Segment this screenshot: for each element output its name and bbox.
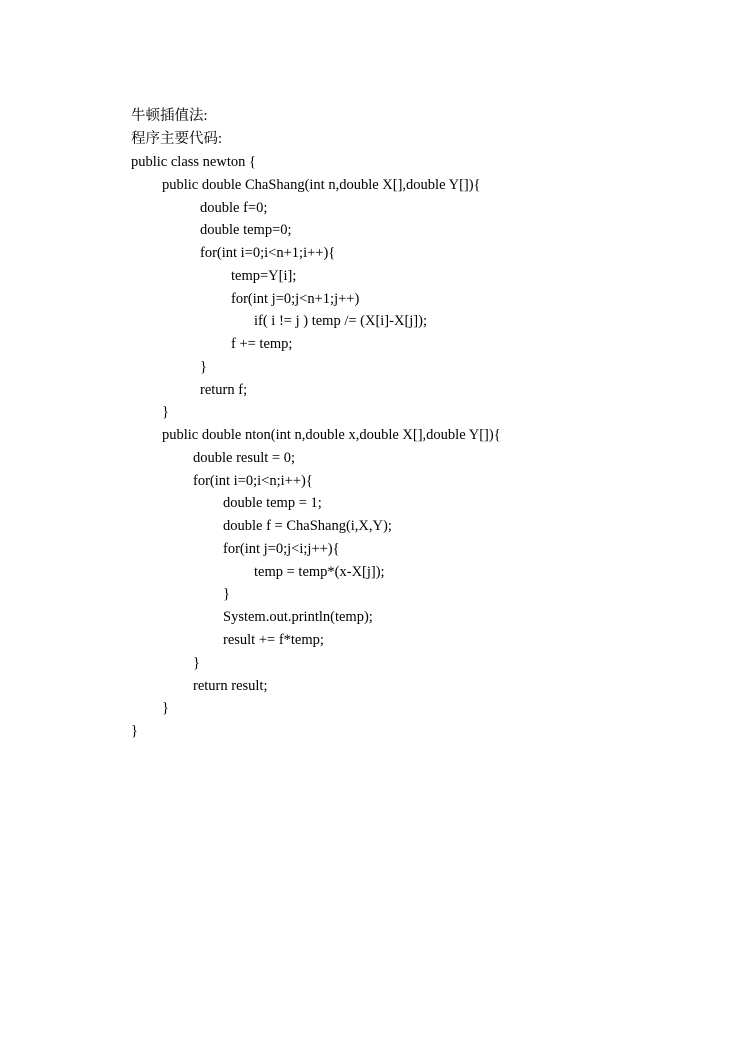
code-line: } — [131, 723, 138, 739]
code-line: public class newton { — [131, 154, 256, 170]
code-line: double f = ChaShang(i,X,Y); — [223, 518, 392, 534]
code-line: for(int i=0;i<n;i++){ — [193, 473, 313, 489]
heading-main-code: 程序主要代码: — [131, 131, 223, 147]
code-line: } — [162, 404, 169, 420]
code-line: for(int j=0;j<n+1;j++) — [231, 291, 360, 307]
code-line: for(int i=0;i<n+1;i++){ — [200, 245, 336, 261]
code-line: } — [223, 586, 230, 602]
code-line: System.out.println(temp); — [223, 609, 373, 625]
code-line: public double ChaShang(int n,double X[],double Y[]){ — [162, 177, 481, 193]
code-line: double temp=0; — [200, 222, 292, 238]
code-line: for(int j=0;j<i;j++){ — [223, 541, 340, 557]
code-line: f += temp; — [231, 336, 293, 352]
heading-newton-interpolation: 牛顿插值法: — [131, 108, 208, 124]
code-line: temp = temp*(x-X[j]); — [254, 564, 385, 580]
code-line: return f; — [200, 382, 248, 398]
code-line: } — [200, 359, 207, 375]
code-line: } — [162, 700, 169, 716]
code-line: double f=0; — [200, 200, 268, 216]
code-line: double temp = 1; — [223, 495, 322, 511]
code-line: if( i != j ) temp /= (X[i]-X[j]); — [254, 313, 427, 329]
code-line: } — [193, 655, 200, 671]
code-line: temp=Y[i]; — [231, 268, 297, 284]
code-line: public double nton(int n,double x,double X[],double Y[]){ — [162, 427, 501, 443]
code-line: double result = 0; — [193, 450, 296, 466]
code-line: return result; — [193, 678, 268, 694]
code-line: result += f*temp; — [223, 632, 324, 648]
